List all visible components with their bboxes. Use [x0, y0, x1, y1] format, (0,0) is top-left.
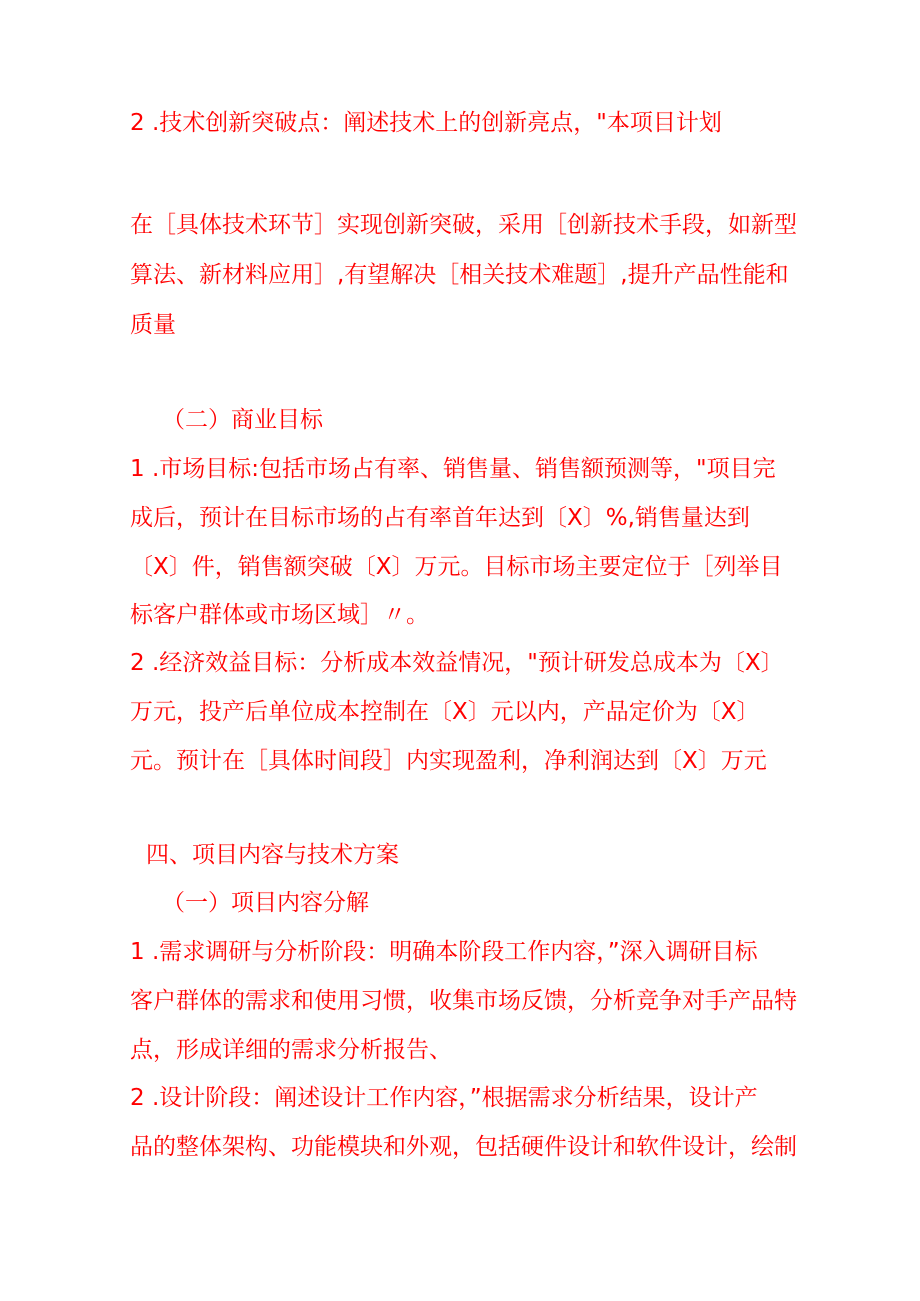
- subsection-heading-content-breakdown: （一）项目内容分解: [162, 890, 369, 916]
- text-line-market-3: 〔X〕件，销售额突破〔X〕万元。目标市场主要定位于［列举目: [130, 554, 783, 580]
- text-line-economic-2: 万元，投产后单位成本控制在〔X〕元以内，产品定价为〔X〕: [130, 699, 760, 725]
- text-line-research-1: 1 .需求调研与分析阶段：明确本阶段工作内容，”深入调研目标: [130, 939, 758, 965]
- text-line-design-1: 2 .设计阶段：阐述设计工作内容，”根据需求分析结果，设计产: [130, 1085, 758, 1111]
- text-line-design-2: 品的整体架构、功能模块和外观，包括硬件设计和软件设计，绘制: [130, 1134, 797, 1160]
- text-line-economic-1: 2 .经济效益目标：分析成本效益情况，"预计研发总成本为〔X〕: [130, 650, 784, 676]
- text-line-market-2: 成后，预计在目标市场的占有率首年达到〔X〕%,销售量达到: [130, 505, 750, 531]
- text-line-innovation-1: 在［具体技术环节］实现创新突破，采用［创新技术手段，如新型: [130, 212, 797, 238]
- text-line-market-1: 1 .市场目标:包括市场占有率、销售量、销售额预测等，"项目完: [130, 456, 776, 482]
- text-line-economic-3: 元。预计在［具体时间段］内实现盈利，净利润达到〔X〕万元: [130, 748, 767, 774]
- text-line-innovation-heading: 2 .技术创新突破点：阐述技术上的创新亮点，"本项目计划: [130, 110, 722, 136]
- text-line-market-4: 标客户群体或市场区域］〃。: [130, 602, 429, 628]
- section-heading-project-content: 四、项目内容与技术方案: [146, 842, 399, 868]
- text-line-innovation-3: 质量: [130, 312, 176, 338]
- section-heading-business-goals: （二）商业目标: [162, 407, 323, 433]
- text-line-research-3: 点，形成详细的需求分析报告、: [130, 1037, 452, 1063]
- text-line-research-2: 客户群体的需求和使用习惯，收集市场反馈，分析竞争对手产品特: [130, 988, 797, 1014]
- text-line-innovation-2: 算法、新材料应用］,有望解决［相关技术难题］,提升产品性能和: [130, 262, 789, 288]
